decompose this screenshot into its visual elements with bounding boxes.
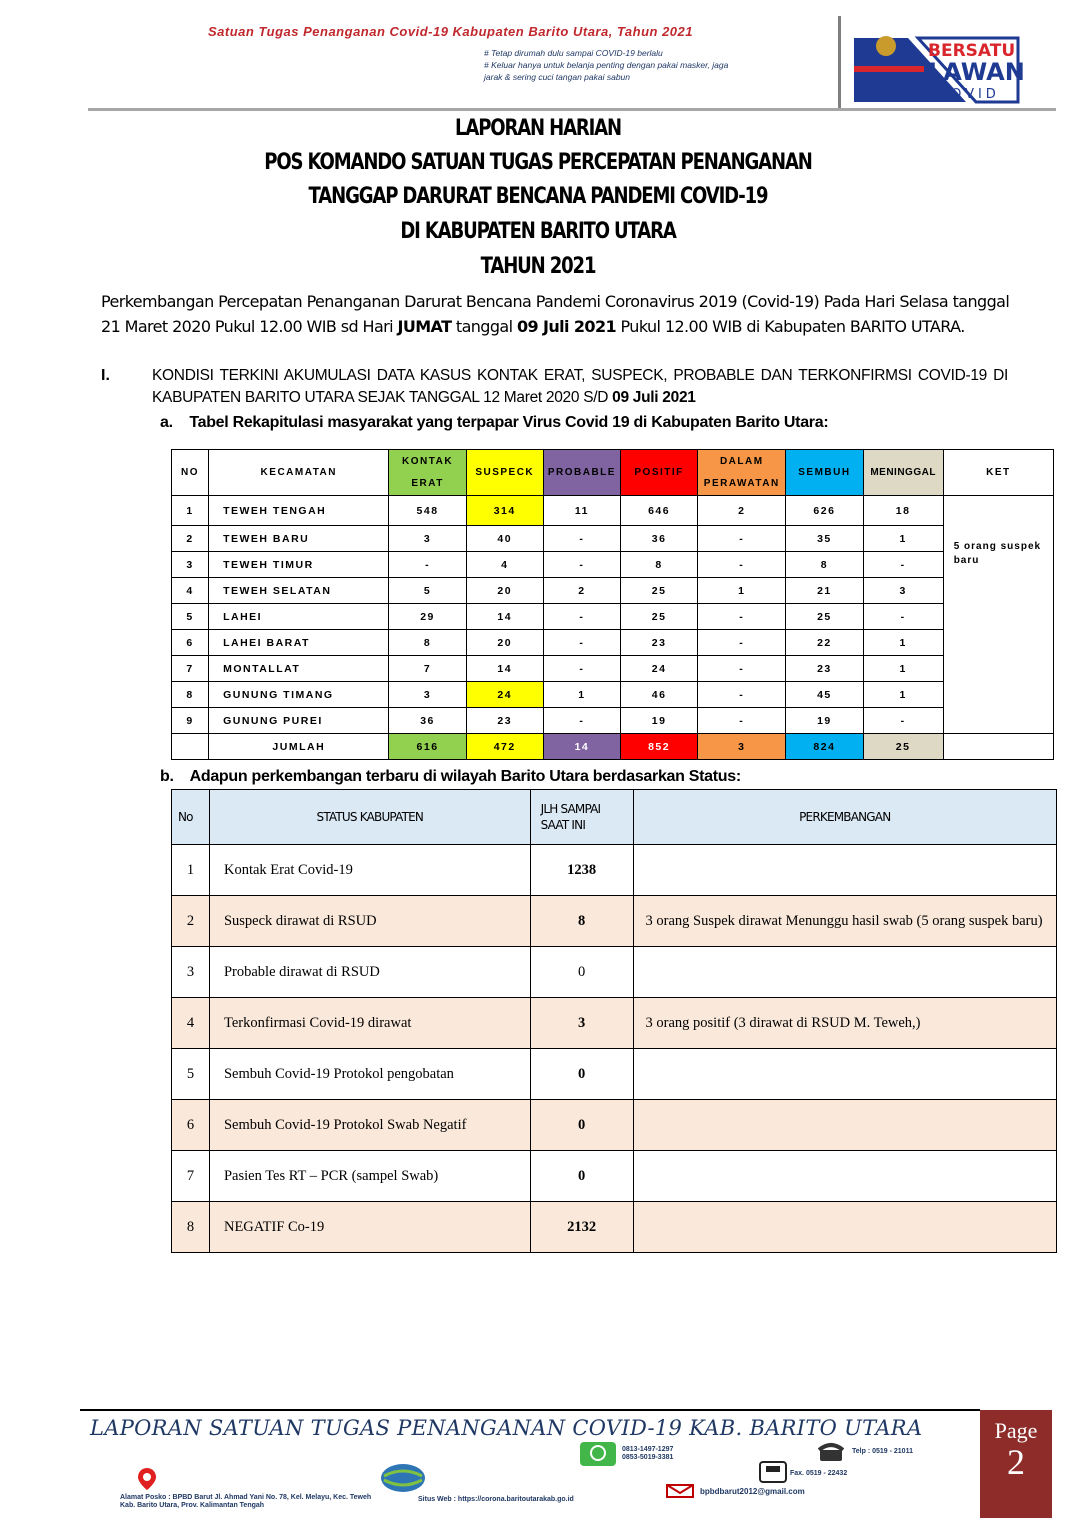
cell-kontak: 36 [389,708,466,734]
footer-fax: Fax. 0519 - 22432 [790,1470,848,1477]
cell-dalam: - [698,708,786,734]
cell-sembuh: 21 [786,578,863,604]
cell-jlh: 3 [530,998,633,1049]
cell-suspeck: 23 [466,708,543,734]
table-row [172,1100,1057,1151]
cell-jlh: 1238 [530,845,633,896]
total-suspeck: 472 [466,734,543,760]
logo-line-3: COVID [938,87,1000,102]
cell-jlh: 0 [530,1049,633,1100]
header-probable: PROBABLE [543,450,620,496]
cell-no: 8 [172,682,209,708]
fax-icon [758,1458,788,1489]
cell-jlh: 2132 [530,1202,633,1253]
page-number-box [980,1410,1052,1518]
total-row [172,734,1054,760]
cell-status: Probable dirawat di RSUD [209,947,530,998]
header-meninggal: MENINGGAL [863,450,943,496]
cell-suspeck: 14 [466,656,543,682]
header-positif: POSITIF [621,450,698,496]
cell-jlh: 0 [530,1151,633,1202]
cell-no: 1 [172,496,209,526]
header-no: No [172,790,210,845]
cell-kontak: 548 [389,496,466,526]
page-number: 2 [1007,1442,1025,1482]
table-row [172,1049,1057,1100]
footer-title: LAPORAN SATUAN TUGAS PENANGANAN COVID-19 KAB. BARITO UTARA [90,1416,923,1440]
cell-perkembangan [633,1049,1056,1100]
cell-perkembangan [633,1151,1056,1202]
cell-no: 2 [172,896,210,947]
cell-probable: - [543,552,620,578]
table-row [172,947,1057,998]
cell-kontak: 3 [389,682,466,708]
location-pin-icon [134,1466,160,1497]
cell-no: 1 [172,845,210,896]
section-1-number: I. [101,367,110,384]
cell-kecamatan: GUNUNG TIMANG [209,682,389,708]
cell-kecamatan: GUNUNG PUREI [209,708,389,734]
cell-perkembangan [633,1100,1056,1151]
cell-no: 4 [172,578,209,604]
status-header-row [172,790,1057,845]
cell-probable: - [543,630,620,656]
cell-positif: 24 [621,656,698,682]
cell-probable: - [543,604,620,630]
cell-suspeck: 20 [466,630,543,656]
cell-dalam: - [698,656,786,682]
cell-total-label: JUMLAH [209,734,389,760]
title-line-1: LAPORAN HARIAN [455,116,621,141]
table-row [172,496,1054,526]
cell-perkembangan [633,1202,1056,1253]
whatsapp-number-1: 0813-1497-1297 [622,1446,674,1453]
header-status: STATUS KABUPATEN [209,790,530,845]
header-sembuh: SEMBUH [786,450,863,496]
cell-suspeck: 4 [466,552,543,578]
footer-rule [80,1409,980,1411]
bersatu-lawan-covid-logo [848,16,1024,104]
subsection-b-heading: b. Adapun perkembangan terbaru di wilayah Barito Utara berdasarkan Status: [160,768,741,785]
cell-positif: 36 [621,526,698,552]
cell-dalam: - [698,552,786,578]
cell-status: Pasien Tes RT – PCR (sampel Swab) [209,1151,530,1202]
cell-perkembangan: 3 orang Suspek dirawat Menunggu hasil swab (5 orang suspek baru) [633,896,1056,947]
cell-positif: 19 [621,708,698,734]
intro-paragraph: Perkembangan Percepatan Penanganan Darurat Bencana Pandemi Coronavirus 2019 (Covid-19) Pada Hari Selasa tanggal 21 Maret 2020 Pukul 12.00 WIB sd Hari JUMAT tanggal 09 Juli 2021 Pukul 12.00 WIB di Kabupaten BARITO UTARA. [101,292,1010,336]
cell-status: Kontak Erat Covid-19 [209,845,530,896]
table-row [172,578,1054,604]
globe-icon [378,1462,428,1499]
cell-probable: 11 [543,496,620,526]
header-divider [838,16,841,108]
cell-kecamatan: TEWEH TENGAH [209,496,389,526]
total-meninggal: 25 [863,734,943,760]
table-row [172,998,1057,1049]
cell-status: Suspeck dirawat di RSUD [209,896,530,947]
recap-header-row [172,450,1054,496]
cell-meninggal: - [863,552,943,578]
whatsapp-icon [580,1442,616,1471]
header-notes [484,47,834,83]
cell-no: 9 [172,708,209,734]
cell-dalam: - [698,630,786,656]
cell-suspeck: 40 [466,526,543,552]
cell-perkembangan [633,947,1056,998]
total-kontak: 616 [389,734,466,760]
cell-positif: 8 [621,552,698,578]
cell-jlh: 0 [530,947,633,998]
cell-suspeck: 14 [466,604,543,630]
cell-probable: - [543,656,620,682]
cell-status: Terkonfirmasi Covid-19 dirawat [209,998,530,1049]
cell-probable: - [543,526,620,552]
title-line-5: TAHUN 2021 [480,254,596,279]
cell-status: Sembuh Covid-19 Protokol Swab Negatif [209,1100,530,1151]
header-ket: KET [943,450,1053,496]
cell-suspeck: 314 [466,496,543,526]
table-row [172,656,1054,682]
cell-status: Sembuh Covid-19 Protokol pengobatan [209,1049,530,1100]
total-dalam: 3 [698,734,786,760]
cell-no: 5 [172,1049,210,1100]
header-note-2: # Keluar hanya untuk belanja penting dengan pakai masker, jaga jarak & sering cuci tangan pakai sabun [484,60,729,82]
header-kontak-erat: KONTAK ERAT [389,450,466,496]
cell-sembuh: 8 [786,552,863,578]
cell-no: 2 [172,526,209,552]
cell-positif: 23 [621,630,698,656]
cell-perkembangan: 3 orang positif (3 dirawat di RSUD M. Teweh,) [633,998,1056,1049]
cell-kecamatan: TEWEH BARU [209,526,389,552]
logo-line-1: BERSATU [928,41,1016,61]
cell-sembuh: 25 [786,604,863,630]
page-label: Page [994,1418,1038,1443]
cell-positif: 25 [621,578,698,604]
header-dalam-perawatan: DALAM PERAWATAN [698,450,786,496]
footer-address: Alamat Posko : BPBD Barut Jl. Ahmad Yani No. 78, Kel. Melayu, Kec. Teweh Kab. Barito Utara, Prov. Kalimantan Tengah [120,1494,372,1509]
cell-no: 8 [172,1202,210,1253]
table-row [172,845,1057,896]
cell-kecamatan: TEWEH SELATAN [209,578,389,604]
cell-meninggal: 1 [863,526,943,552]
table-row [172,526,1054,552]
footer-telp: Telp : 0519 - 21011 [852,1448,913,1455]
cell-no: 3 [172,552,209,578]
table-row [172,630,1054,656]
cell-kontak: - [389,552,466,578]
cell-meninggal: 3 [863,578,943,604]
cell-sembuh: 23 [786,656,863,682]
subsection-a-heading: a. Tabel Rekapitulasi masyarakat yang terpapar Virus Covid 19 di Kabupaten Barito Utara: [160,414,829,431]
cell-meninggal: 18 [863,496,943,526]
cell-positif: 646 [621,496,698,526]
table-row [172,708,1054,734]
cell-blank [943,734,1053,760]
whatsapp-number-2: 0853-5019-3381 [622,1454,674,1461]
cell-no: 7 [172,1151,210,1202]
cell-dalam: 1 [698,578,786,604]
header-note-1: # Tetap dirumah dulu sampai COVID-19 berlalu [484,48,663,58]
cell-dalam: - [698,604,786,630]
table-row [172,1202,1057,1253]
cell-sembuh: 22 [786,630,863,656]
cell-meninggal: 1 [863,682,943,708]
cell-dalam: - [698,682,786,708]
cell-kontak: 5 [389,578,466,604]
cell-positif: 25 [621,604,698,630]
telephone-icon [818,1442,844,1467]
total-positif: 852 [621,734,698,760]
cell-dalam: 2 [698,496,786,526]
status-table [171,789,1057,1253]
cell-no: 6 [172,1100,210,1151]
cell-no: 3 [172,947,210,998]
header-rule [88,108,1056,111]
cell-meninggal: 1 [863,630,943,656]
cell-sembuh: 19 [786,708,863,734]
cell-kecamatan: TEWEH TIMUR [209,552,389,578]
table-row [172,552,1054,578]
title-line-4: DI KABUPATEN BARITO UTARA [400,219,676,244]
footer-website: Situs Web : https://corona.baritoutarakab.go.id [418,1496,574,1503]
cell-probable: 1 [543,682,620,708]
section-1-heading: KONDISI TERKINI AKUMULASI DATA KASUS KONTAK ERAT, SUSPECK, PROBABLE DAN TERKONFIRMSI COVID-19 DI KABUPATEN BARITO UTARA SEJAK TANGGAL 12 Maret 2020 S/D 09 Juli 2021 [152,367,1008,406]
table-row [172,604,1054,630]
total-sembuh: 824 [786,734,863,760]
cell-sembuh: 626 [786,496,863,526]
cell-dalam: - [698,526,786,552]
cell-jlh: 0 [530,1100,633,1151]
cell-probable: - [543,708,620,734]
cell-sembuh: 45 [786,682,863,708]
logo-line-2: LAWAN [928,58,1024,86]
cell-no: 5 [172,604,209,630]
cell-suspeck: 20 [466,578,543,604]
footer-whatsapp [622,1446,673,1462]
cell-kecamatan: LAHEI BARAT [209,630,389,656]
header-no: NO [172,450,209,496]
cell-jlh: 8 [530,896,633,947]
cell-no: 7 [172,656,209,682]
cell-meninggal: - [863,708,943,734]
cell-positif: 46 [621,682,698,708]
recap-table [171,449,1054,760]
cell-meninggal: 1 [863,656,943,682]
header-jlh: JLH SAMPAI SAAT INI [530,790,633,845]
cell-kontak: 7 [389,656,466,682]
cell-ket: 5 orang suspek baru [943,496,1053,734]
header-kecamatan: KECAMATAN [209,450,389,496]
cell-kontak: 8 [389,630,466,656]
email-icon [666,1484,694,1503]
cell-no: 4 [172,998,210,1049]
table-row [172,896,1057,947]
title-line-3: TANGGAP DARURAT BENCANA PANDEMI COVID-19 [308,184,768,209]
cell-status: NEGATIF Co-19 [209,1202,530,1253]
title-line-2: POS KOMANDO SATUAN TUGAS PERCEPATAN PENANGANAN [264,150,812,175]
cell-probable: 2 [543,578,620,604]
cell-kecamatan: LAHEI [209,604,389,630]
cell-blank [172,734,209,760]
header-title: Satuan Tugas Penanganan Covid-19 Kabupaten Barito Utara, Tahun 2021 [208,24,693,39]
cell-meninggal: - [863,604,943,630]
table-row [172,1151,1057,1202]
table-row [172,682,1054,708]
footer-email: bpbdbarut2012@gmail.com [700,1487,805,1496]
cell-kontak: 3 [389,526,466,552]
total-probable: 14 [543,734,620,760]
cell-kecamatan: MONTALLAT [209,656,389,682]
cell-sembuh: 35 [786,526,863,552]
cell-no: 6 [172,630,209,656]
cell-kontak: 29 [389,604,466,630]
cell-suspeck: 24 [466,682,543,708]
cell-perkembangan [633,845,1056,896]
header-perkembangan: PERKEMBANGAN [633,790,1056,845]
header-suspeck: SUSPECK [466,450,543,496]
